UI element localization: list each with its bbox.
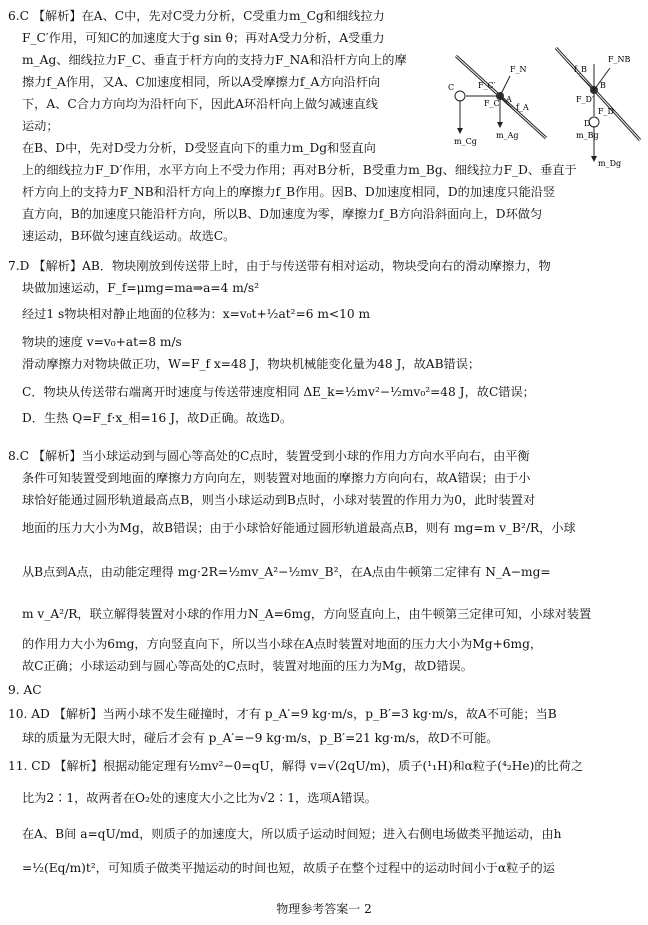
q6-line-3: m_Ag、细线拉力F_C、垂直于杆方向的支持力F_NA和沿杆方向上的摩: [22, 53, 407, 67]
ball-d: [589, 117, 599, 127]
q6-line-5: 下，A、C合力方向均为沿杆向下，因此A环沿杆向上做匀减速直线: [22, 97, 378, 111]
q6-line-9: 杆方向上的支持力F_NB和沿杆方向上的摩擦力f_B作用。因B、D加速度相同，D的加速度只能沿竖: [22, 185, 556, 199]
label-fn: F_N: [510, 65, 527, 74]
q7-line-4: 物块的速度 v=v₀+at=8 m/s: [22, 335, 182, 349]
force-diagram: [448, 40, 646, 168]
label-mag: m_Ag: [496, 131, 519, 140]
q8-line-8: 故C正确；小球运动到与圆心等高处的C点时，装置对地面的压力为Mg，故D错误。: [22, 659, 473, 673]
q7-line-1: 7.D 【解析】AB．物块刚放到传送带上时，由于与传送带有相对运动，物块受向右的滑动摩擦力，物: [8, 259, 551, 273]
label-mdg: m_Dg: [598, 159, 622, 168]
q7-line-6: C．物块从传送带右端离开时速度与传送带速度相同 ΔE_k=½mv²−½mv₀²=48 J，故C错误；: [22, 385, 535, 399]
q6-line-7: 在B、D中，先对D受力分析，D受竖直向下的重力m_Dg和竖直向: [22, 141, 376, 155]
label-mcg: m_Cg: [454, 137, 477, 146]
label-fb: f_B: [574, 65, 587, 74]
q10-line-1: 10. AD 【解析】当两小球不发生碰撞时，才有 p_A′=9 kg·m/s，p_B′=3 kg·m/s，故A不可能；当B: [8, 707, 557, 721]
q7-line-7: D．生热 Q=F_f·x_相=16 J，故D正确。故选D。: [22, 411, 293, 425]
label-fc: F_C: [484, 99, 500, 108]
q8-line-3: 球恰好能通过圆形轨道最高点B，则当小球运动到B点时，小球对装置的作用力为0，此时装置对: [22, 493, 536, 507]
q11-line-3: 在A、B间 a=qU/md，则质子的加速度大，所以质子运动时间短；进入右侧电场做类平抛运动，由h: [22, 827, 562, 841]
label-fa: f_A: [516, 103, 529, 112]
q11-line-1: 11. CD 【解析】根据动能定理有½mv²−0=qU，解得 v=√(2qU/m)，质子(¹₁H)和α粒子(⁴₂He)的比荷之: [8, 759, 584, 773]
q6-line-8: 上的细线拉力F_D′作用，水平方向上不受力作用；再对B分析，B受重力m_Bg、细线拉力F_D、垂直于: [22, 163, 577, 177]
q7-line-2: 块做加速运动，F_f=μmg=ma⇒a=4 m/s²: [22, 281, 260, 295]
q8-line-4: 地面的压力大小为Mg，故B错误；由于小球恰好能通过圆形轨道最高点B，则有 mg=m v_B²/R，小球: [22, 521, 576, 535]
q6-line-11: 速运动，B环做匀速直线运动。故选C。: [22, 229, 236, 243]
q7-line-3: 经过1 s物块相对静止地面的位移为：x=v₀t+½at²=6 m<10 m: [22, 307, 371, 321]
q6-line-6: 运动；: [22, 119, 59, 133]
q8-line-2: 条件可知装置受到地面的摩擦力方向向左，则装置对地面的摩擦力方向向右，故A错误；由于小: [22, 471, 531, 485]
label-b: B: [600, 81, 606, 90]
label-fd-prime: F_D′: [576, 95, 594, 104]
label-fnb: F_NB: [608, 55, 631, 64]
label-fc-prime: F_C′: [478, 81, 496, 90]
ball-c: [455, 91, 465, 101]
q8-line-7: 的作用力大小为6mg，方向竖直向下，所以当小球在A点时装置对地面的压力大小为Mg+6mg，: [22, 637, 543, 651]
q11-line-2: 比为2∶1，故两者在O₂处的速度大小之比为√2∶1，选项A错误。: [22, 791, 377, 805]
q6-line-4: 擦力f_A作用，又A、C加速度相同，所以A受摩擦力f_A方向沿杆向: [22, 75, 381, 89]
q8-line-1: 8.C 【解析】当小球运动到与圆心等高处的C点时，装置受到小球的作用力方向水平向右，由平衡: [8, 449, 530, 463]
q10-line-2: 球的质量为无限大时，碰后才会有 p_A′=−9 kg·m/s，p_B′=21 kg·m/s，故D不可能。: [22, 731, 499, 745]
label-a: A: [506, 95, 512, 104]
q6-line-2: F_C′作用，可知C的加速度大于g sin θ；再对A受力分析，A受重力: [22, 31, 385, 45]
q11-line-4: =½(Eq/m)t²，可知质子做类平抛运动的时间也短，故质子在整个过程中的运动时间小于α粒子的运: [22, 861, 555, 875]
page-footer: 物理参考答案一 2: [276, 902, 372, 916]
q8-line-6: m v_A²/R，联立解得装置对小球的作用力N_A=6mg，方向竖直向上，由牛顿第三定律可知，小球对装置: [22, 607, 592, 621]
label-d: D: [584, 119, 591, 128]
q8-line-5: 从B点到A点，由动能定理得 mg·2R=½mv_A²−½mv_B²，在A点由牛顿第二定律有 N_A−mg=: [22, 565, 551, 579]
label-mbg: m_Bg: [576, 131, 599, 140]
label-fd: F_D: [598, 107, 614, 116]
q6-line-10: 直方向，B的加速度只能沿杆方向，所以B、D加速度为零，摩擦力f_B方向沿斜面向上，D环做匀: [22, 207, 543, 221]
q7-line-5: 滑动摩擦力对物块做正功，W=F_f x=48 J，物块机械能变化量为48 J，故AB错误；: [22, 357, 481, 371]
q6-line-1: 6.C 【解析】在A、C中，先对C受力分析，C受重力m_Cg和细线拉力: [8, 9, 385, 23]
q9-line-1: 9. AC: [8, 683, 42, 697]
label-c: C: [448, 83, 455, 92]
